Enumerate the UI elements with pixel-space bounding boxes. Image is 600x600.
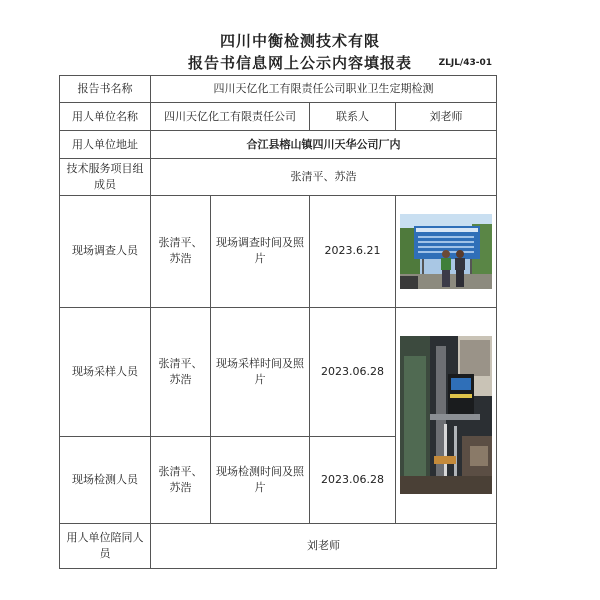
survey-people: 张清平、苏浩 bbox=[151, 195, 211, 307]
row-sampling bbox=[60, 307, 497, 436]
row-team bbox=[60, 159, 497, 196]
row-report-name bbox=[60, 76, 497, 103]
team-label: 技术服务项目组成员 bbox=[60, 159, 151, 196]
contact-value: 刘老师 bbox=[396, 103, 497, 131]
row-address bbox=[60, 131, 497, 159]
escort-label: 用人单位陪同人员 bbox=[60, 523, 151, 568]
contact-label: 联系人 bbox=[310, 103, 396, 131]
survey-time-label: 现场调查时间及照片 bbox=[211, 195, 310, 307]
sampling-testing-photo-cell bbox=[396, 307, 497, 523]
row-employer bbox=[60, 103, 497, 131]
survey-label: 现场调查人员 bbox=[60, 195, 151, 307]
survey-photo-cell bbox=[396, 195, 497, 307]
sampling-label: 现场采样人员 bbox=[60, 307, 151, 436]
sampling-date: 2023.06.28 bbox=[310, 307, 396, 436]
team-value: 张清平、苏浩 bbox=[151, 159, 497, 196]
employer-name-value: 四川天亿化工有限责任公司 bbox=[151, 103, 310, 131]
address-value: 合江县榕山镇四川天华公司厂内 bbox=[151, 131, 497, 159]
report-name-label: 报告书名称 bbox=[60, 76, 151, 103]
form-title: 报告书信息网上公示内容填报表 bbox=[187, 54, 412, 72]
testing-people: 张清平、苏浩 bbox=[151, 436, 211, 523]
row-survey bbox=[60, 195, 497, 307]
testing-time-label: 现场检测时间及照片 bbox=[211, 436, 310, 523]
address-label: 用人单位地址 bbox=[60, 131, 151, 159]
survey-photo bbox=[400, 214, 492, 289]
employer-name-label: 用人单位名称 bbox=[60, 103, 151, 131]
company-title: 四川中衡检测技术有限 bbox=[219, 32, 380, 50]
document-code: ZLJL/43-01 bbox=[438, 58, 492, 68]
escort-value: 刘老师 bbox=[151, 523, 497, 568]
row-escort bbox=[60, 523, 497, 568]
sampling-people: 张清平、苏浩 bbox=[151, 307, 211, 436]
report-name-value: 四川天亿化工有限责任公司职业卫生定期检测 bbox=[151, 76, 497, 103]
survey-date: 2023.6.21 bbox=[310, 195, 396, 307]
sampling-photo bbox=[400, 336, 492, 494]
testing-date: 2023.06.28 bbox=[310, 436, 396, 523]
testing-label: 现场检测人员 bbox=[60, 436, 151, 523]
disclosure-form-table bbox=[59, 75, 497, 569]
sampling-time-label: 现场采样时间及照片 bbox=[211, 307, 310, 436]
